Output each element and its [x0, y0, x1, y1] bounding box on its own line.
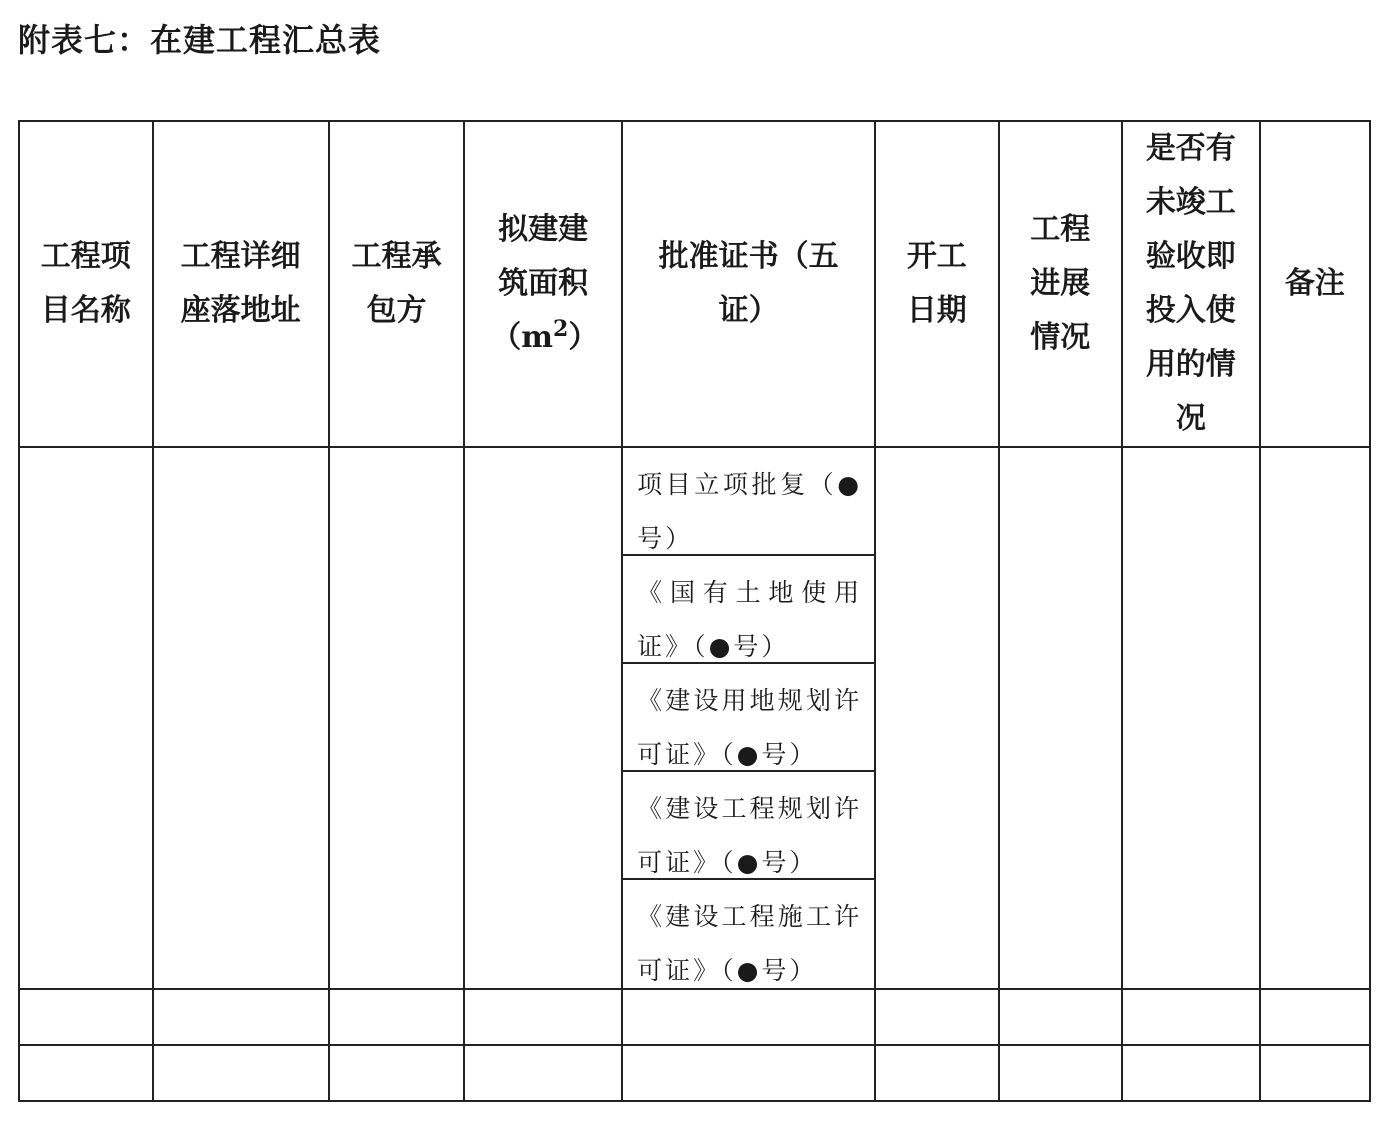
- cell-project-name: [19, 447, 153, 989]
- certificate-item: 《国有土地使用证》（●号）: [623, 556, 874, 664]
- cell-certificates: [622, 447, 875, 989]
- certificate-list: [623, 448, 874, 988]
- area-unit: $(m^2)$: [491, 316, 599, 355]
- cell-planned-area: [464, 447, 622, 989]
- table-row: [19, 447, 1370, 989]
- certificate-item: 《建设工程施工许可证》（●号）: [637, 902, 863, 985]
- cell-address: [153, 447, 329, 989]
- table-row: [19, 1045, 1370, 1101]
- header-start-date: 开工日期: [875, 121, 998, 447]
- header-project-name: 工程项目名称: [19, 121, 153, 447]
- header-remarks: 备注: [1260, 121, 1370, 447]
- table-row: [19, 989, 1370, 1045]
- construction-summary-table: [18, 120, 1371, 1102]
- document-title: 附表七：在建工程汇总表: [18, 21, 382, 59]
- header-progress: 工程进展情况: [999, 121, 1122, 447]
- header-planned-area: [464, 121, 622, 447]
- cell-progress: [999, 447, 1122, 989]
- cell-start-date: [875, 447, 998, 989]
- certificate-item: 《建设工程规划许可证》（●号）: [623, 772, 874, 880]
- planned-area-label: 拟建建筑面积$(m^2)$: [491, 212, 599, 355]
- header-unaccepted-use: 是否有未竣工验收即投入使用的情况: [1122, 121, 1260, 447]
- table-header-row: [19, 121, 1370, 447]
- header-address: 工程详细座落地址: [153, 121, 329, 447]
- certificate-item: 《建设用地规划许可证》（●号）: [623, 664, 874, 772]
- certificate-item: 项目立项批复（●号）: [623, 448, 874, 556]
- cell-contractor: [329, 447, 465, 989]
- cell-remarks: [1260, 447, 1370, 989]
- header-certificates: 批准证书（五证）: [622, 121, 875, 447]
- header-contractor: 工程承包方: [329, 121, 465, 447]
- cell-unaccepted-use: [1122, 447, 1260, 989]
